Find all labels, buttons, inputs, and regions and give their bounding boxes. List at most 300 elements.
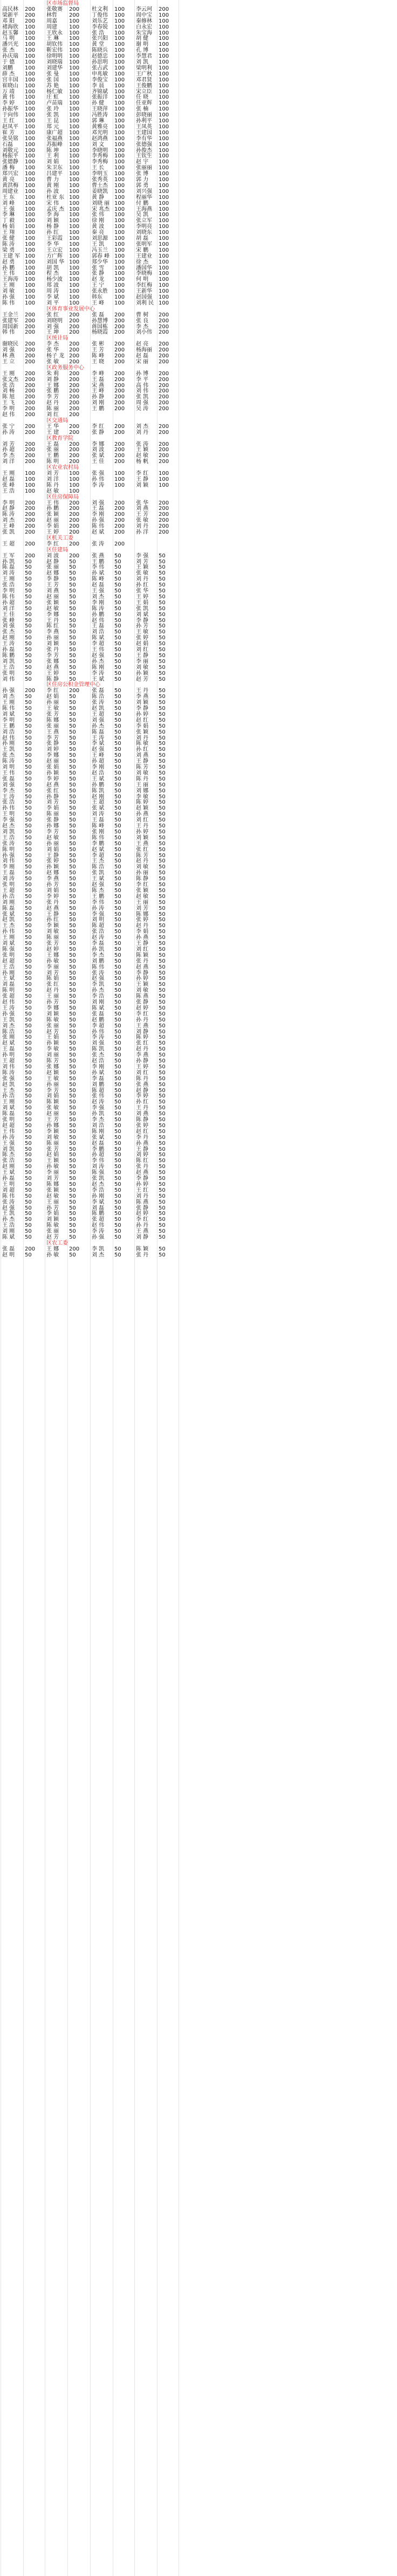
name-cell[interactable]: 王 琳 <box>46 36 59 42</box>
amount-cell[interactable]: 50 <box>114 987 121 994</box>
name-cell[interactable]: 王 峰 <box>2 523 15 530</box>
amount-cell[interactable]: 50 <box>25 828 32 835</box>
name-cell[interactable]: 张 敏 <box>46 358 59 365</box>
amount-cell[interactable]: 50 <box>25 1193 32 1199</box>
name-cell[interactable]: 孙 健 <box>92 100 105 107</box>
name-cell[interactable]: 陈 峰 <box>92 353 105 359</box>
amount-cell[interactable]: 200 <box>69 370 80 377</box>
amount-cell[interactable]: 200 <box>25 406 36 412</box>
name-cell[interactable]: 王 颖 <box>136 564 149 571</box>
amount-cell[interactable]: 100 <box>69 59 80 65</box>
amount-cell[interactable]: 50 <box>69 870 76 876</box>
name-cell[interactable]: 刘 静 <box>136 1028 149 1035</box>
section-title[interactable]: 区交通局 <box>46 417 68 424</box>
name-cell[interactable]: 赵 娜 <box>46 870 59 876</box>
amount-cell[interactable]: 100 <box>69 171 80 177</box>
name-cell[interactable]: 张 浩 <box>92 929 105 935</box>
amount-cell[interactable]: 200 <box>159 347 169 354</box>
amount-cell[interactable]: 100 <box>159 147 169 154</box>
amount-cell[interactable]: 200 <box>25 412 36 418</box>
amount-cell[interactable]: 100 <box>159 123 169 130</box>
amount-cell[interactable]: 200 <box>159 406 169 412</box>
name-cell[interactable]: 陈 伟 <box>2 300 15 306</box>
name-cell[interactable]: 赵 静 <box>2 506 15 512</box>
amount-cell[interactable]: 50 <box>159 1058 166 1064</box>
name-cell[interactable]: 杨 娟 <box>2 224 15 230</box>
name-cell[interactable]: 李 燕 <box>46 629 59 636</box>
name-cell[interactable]: 赵 丽 <box>46 758 59 765</box>
name-cell[interactable]: 孔 博 <box>136 47 149 54</box>
name-cell[interactable]: 李 敏 <box>46 1046 59 1053</box>
amount-cell[interactable]: 50 <box>114 799 121 806</box>
name-cell[interactable]: 赵 静 <box>136 1087 149 1094</box>
name-cell[interactable]: 马 明 <box>2 36 15 42</box>
name-cell[interactable]: 刘 浩 <box>92 1122 105 1129</box>
amount-cell[interactable]: 50 <box>159 1034 166 1041</box>
name-cell[interactable]: 陈 婷 <box>136 799 149 806</box>
amount-cell[interactable]: 200 <box>114 441 125 447</box>
name-cell[interactable]: 王 斌 <box>92 776 105 782</box>
amount-cell[interactable]: 50 <box>114 1023 121 1029</box>
amount-cell[interactable]: 50 <box>159 1228 166 1235</box>
name-cell[interactable]: 张 丹 <box>136 958 149 964</box>
name-cell[interactable]: 王 东 <box>2 194 15 201</box>
amount-cell[interactable]: 100 <box>25 206 36 212</box>
name-cell[interactable]: 张 涛 <box>136 441 149 447</box>
amount-cell[interactable]: 100 <box>69 94 80 101</box>
name-cell[interactable]: 李 娟 <box>46 523 59 530</box>
name-cell[interactable]: 张 涛 <box>2 1199 15 1205</box>
name-cell[interactable]: 孙 超 <box>92 1152 105 1158</box>
amount-cell[interactable]: 50 <box>25 776 32 782</box>
name-cell[interactable]: 杨 静 <box>46 224 59 230</box>
amount-cell[interactable]: 200 <box>25 529 36 535</box>
amount-cell[interactable]: 100 <box>69 65 80 71</box>
name-cell[interactable]: 王 斌 <box>92 676 105 682</box>
amount-cell[interactable]: 100 <box>159 94 169 101</box>
amount-cell[interactable]: 200 <box>69 553 80 559</box>
name-cell[interactable]: 赵 强 <box>92 652 105 659</box>
name-cell[interactable]: 孙 涛 <box>92 905 105 911</box>
name-cell[interactable]: 王 敏 <box>46 706 59 712</box>
name-cell[interactable]: 刘 娟 <box>46 846 59 853</box>
amount-cell[interactable]: 50 <box>159 641 166 647</box>
name-cell[interactable]: 刘 丹 <box>136 523 149 530</box>
amount-cell[interactable]: 50 <box>159 1176 166 1182</box>
name-cell[interactable]: 张 强 <box>92 471 105 476</box>
name-cell[interactable]: 陈 浩 <box>92 694 105 700</box>
amount-cell[interactable]: 50 <box>25 652 32 659</box>
amount-cell[interactable]: 50 <box>114 1205 121 1211</box>
amount-cell[interactable]: 200 <box>25 353 36 359</box>
name-cell[interactable]: 王 丹 <box>46 617 59 624</box>
amount-cell[interactable]: 100 <box>69 182 80 189</box>
name-cell[interactable]: 王 翔 <box>2 230 15 236</box>
amount-cell[interactable]: 200 <box>25 553 36 559</box>
name-cell[interactable]: 陈 涛 <box>2 241 15 247</box>
amount-cell[interactable]: 50 <box>69 976 76 982</box>
amount-cell[interactable]: 50 <box>159 1111 166 1117</box>
amount-cell[interactable]: 50 <box>69 1181 76 1187</box>
name-cell[interactable]: 赵 燕 <box>46 664 59 671</box>
name-cell[interactable]: 宋 丽 <box>136 358 149 365</box>
name-cell[interactable]: 王 佳 <box>2 611 15 618</box>
amount-cell[interactable]: 100 <box>159 159 169 165</box>
amount-cell[interactable]: 50 <box>159 970 166 976</box>
amount-cell[interactable]: 50 <box>69 1105 76 1111</box>
name-cell[interactable]: 李 丽 <box>46 964 59 970</box>
amount-cell[interactable]: 50 <box>159 593 166 600</box>
name-cell[interactable]: 李 红 <box>136 471 149 476</box>
amount-cell[interactable]: 100 <box>25 177 36 183</box>
amount-cell[interactable]: 100 <box>69 141 80 148</box>
name-cell[interactable]: 张 曼 <box>46 71 59 77</box>
name-cell[interactable]: 刘 平 <box>46 300 59 306</box>
amount-cell[interactable]: 200 <box>25 447 36 453</box>
amount-cell[interactable]: 100 <box>25 135 36 142</box>
amount-cell[interactable]: 50 <box>159 588 166 594</box>
amount-cell[interactable]: 100 <box>69 482 80 488</box>
amount-cell[interactable]: 100 <box>25 47 36 54</box>
name-cell[interactable]: 张 斌 <box>92 805 105 812</box>
amount-cell[interactable]: 50 <box>25 670 32 676</box>
amount-cell[interactable]: 100 <box>69 282 80 289</box>
amount-cell[interactable]: 50 <box>159 828 166 835</box>
amount-cell[interactable]: 50 <box>69 776 76 782</box>
amount-cell[interactable]: 100 <box>159 71 169 77</box>
amount-cell[interactable]: 50 <box>114 1176 121 1182</box>
amount-cell[interactable]: 50 <box>25 823 32 829</box>
name-cell[interactable]: 赵 敏 <box>46 834 59 841</box>
name-cell[interactable]: 陈 红 <box>136 1158 149 1164</box>
amount-cell[interactable]: 100 <box>25 288 36 295</box>
name-cell[interactable]: 李 芳 <box>46 394 59 400</box>
name-cell[interactable]: 郭春 峰 <box>92 253 110 259</box>
amount-cell[interactable]: 100 <box>114 165 125 171</box>
amount-cell[interactable]: 100 <box>114 182 125 189</box>
name-cell[interactable]: 张 凯 <box>2 529 15 535</box>
amount-cell[interactable]: 50 <box>159 747 166 753</box>
name-cell[interactable]: 孙 伟 <box>92 476 105 482</box>
name-cell[interactable]: 陈 涛 <box>92 605 105 612</box>
name-cell[interactable]: 王 娟 <box>46 1034 59 1041</box>
amount-cell[interactable]: 100 <box>159 482 169 488</box>
amount-cell[interactable]: 50 <box>69 1034 76 1041</box>
name-cell[interactable]: 张 丽 <box>46 564 59 571</box>
name-cell[interactable]: 吕建平 <box>46 171 63 177</box>
amount-cell[interactable]: 100 <box>114 253 125 259</box>
name-cell[interactable]: 赵 刚 <box>2 1164 15 1170</box>
amount-cell[interactable]: 50 <box>69 1028 76 1035</box>
amount-cell[interactable]: 50 <box>159 1052 166 1059</box>
amount-cell[interactable]: 100 <box>114 218 125 224</box>
name-cell[interactable]: 张 斌 <box>92 453 105 459</box>
name-cell[interactable]: 万 靖 <box>2 88 15 95</box>
name-cell[interactable]: 郑兴宏 <box>2 171 18 177</box>
name-cell[interactable]: 潘兴光 <box>2 42 18 48</box>
name-cell[interactable]: 李 静 <box>136 970 149 976</box>
name-cell[interactable]: 张 静 <box>136 1205 149 1211</box>
name-cell[interactable]: 王 杰 <box>2 923 15 929</box>
name-cell[interactable]: 孙 颖 <box>46 864 59 871</box>
name-cell[interactable]: 申兆敏 <box>92 71 108 77</box>
amount-cell[interactable]: 100 <box>159 194 169 201</box>
name-cell[interactable]: 黄雅亮 <box>92 123 108 130</box>
name-cell[interactable]: 刘 颖 <box>136 700 149 706</box>
amount-cell[interactable]: 50 <box>69 805 76 812</box>
name-cell[interactable]: 王 刚 <box>2 370 15 377</box>
amount-cell[interactable]: 50 <box>159 982 166 988</box>
amount-cell[interactable]: 100 <box>159 82 169 89</box>
name-cell[interactable]: 陈 强 <box>2 946 15 952</box>
amount-cell[interactable]: 50 <box>69 1111 76 1117</box>
name-cell[interactable]: 王海涛 <box>2 277 18 283</box>
name-cell[interactable]: 王 杰 <box>2 1087 15 1094</box>
name-cell[interactable]: 刘乐艺 <box>92 18 108 24</box>
name-cell[interactable]: 孙 凯 <box>2 558 15 565</box>
name-cell[interactable]: 赵 丹 <box>46 400 59 406</box>
name-cell[interactable]: 王 静 <box>136 652 149 659</box>
name-cell[interactable]: 王 静 <box>136 476 149 482</box>
amount-cell[interactable]: 200 <box>159 512 169 518</box>
amount-cell[interactable]: 100 <box>114 123 125 130</box>
name-cell[interactable]: 孙 丽 <box>46 840 59 847</box>
name-cell[interactable]: 陈 超 <box>92 923 105 929</box>
name-cell[interactable]: 赵 强 <box>92 882 105 888</box>
amount-cell[interactable]: 200 <box>69 341 80 348</box>
amount-cell[interactable]: 200 <box>25 370 36 377</box>
name-cell[interactable]: 王 超 <box>2 1058 15 1064</box>
name-cell[interactable]: 张 明 <box>2 670 15 676</box>
amount-cell[interactable]: 200 <box>25 523 36 530</box>
amount-cell[interactable]: 50 <box>25 941 32 947</box>
name-cell[interactable]: 赵玉馨 <box>2 30 18 36</box>
name-cell[interactable]: 李 刚 <box>92 1063 105 1070</box>
name-cell[interactable]: 王 刚 <box>2 700 15 706</box>
amount-cell[interactable]: 100 <box>114 135 125 142</box>
name-cell[interactable]: 孙 丹 <box>136 1017 149 1023</box>
name-cell[interactable]: 王 丹 <box>136 1105 149 1111</box>
name-cell[interactable]: 王 涛 <box>2 641 15 647</box>
name-cell[interactable]: 孙 超 <box>2 447 15 453</box>
amount-cell[interactable]: 200 <box>114 329 125 336</box>
name-cell[interactable]: 陈 超 <box>92 1087 105 1094</box>
name-cell[interactable]: 赵 勇 <box>2 259 15 265</box>
amount-cell[interactable]: 50 <box>69 611 76 618</box>
amount-cell[interactable]: 50 <box>159 1199 166 1205</box>
amount-cell[interactable]: 50 <box>69 828 76 835</box>
amount-cell[interactable]: 50 <box>69 1075 76 1082</box>
name-cell[interactable]: 王建国 <box>136 129 152 136</box>
amount-cell[interactable]: 50 <box>114 764 121 770</box>
name-cell[interactable]: 赵 刚 <box>92 793 105 800</box>
amount-cell[interactable]: 200 <box>69 459 80 465</box>
name-cell[interactable]: 李 静 <box>136 617 149 624</box>
amount-cell[interactable]: 50 <box>159 823 166 829</box>
name-cell[interactable]: 刘 强 <box>92 500 105 506</box>
name-cell[interactable]: 陈 颖 <box>136 1246 149 1252</box>
name-cell[interactable]: 陈 刚 <box>92 664 105 671</box>
amount-cell[interactable]: 100 <box>69 88 80 95</box>
amount-cell[interactable]: 50 <box>159 987 166 994</box>
amount-cell[interactable]: 50 <box>69 905 76 911</box>
name-cell[interactable]: 刘 芳 <box>46 471 59 476</box>
name-cell[interactable]: 张 芳 <box>46 941 59 947</box>
name-cell[interactable]: 张 斌 <box>2 911 15 917</box>
amount-cell[interactable]: 100 <box>114 482 125 488</box>
name-cell[interactable]: 宋 伟 <box>46 200 59 206</box>
name-cell[interactable]: 赵 敏 <box>46 605 59 612</box>
amount-cell[interactable]: 100 <box>25 100 36 107</box>
amount-cell[interactable]: 200 <box>25 429 36 436</box>
amount-cell[interactable]: 100 <box>114 129 125 136</box>
amount-cell[interactable]: 50 <box>159 1099 166 1106</box>
amount-cell[interactable]: 100 <box>114 259 125 265</box>
name-cell[interactable]: 赵 燕 <box>46 782 59 788</box>
name-cell[interactable]: 刘 文 <box>92 141 105 148</box>
name-cell[interactable]: 孙 燕 <box>136 1140 149 1147</box>
amount-cell[interactable]: 50 <box>114 1164 121 1170</box>
name-cell[interactable]: 陈 敏 <box>46 1223 59 1229</box>
name-cell[interactable]: 张 强 <box>2 1075 15 1082</box>
name-cell[interactable]: 王 鹏 <box>2 723 15 729</box>
name-cell[interactable]: 张 浩 <box>2 1158 15 1164</box>
name-cell[interactable]: 孙 凯 <box>92 946 105 952</box>
name-cell[interactable]: 李 涛 <box>92 1034 105 1041</box>
name-cell[interactable]: 周嘉 <box>46 18 57 24</box>
amount-cell[interactable]: 50 <box>69 923 76 929</box>
name-cell[interactable]: 王 明 <box>2 1181 15 1187</box>
amount-cell[interactable]: 200 <box>69 376 80 383</box>
name-cell[interactable]: 黄 静 <box>92 194 105 201</box>
amount-cell[interactable]: 50 <box>114 1063 121 1070</box>
name-cell[interactable]: 孙 鹏 <box>92 782 105 788</box>
amount-cell[interactable]: 50 <box>114 882 121 888</box>
name-cell[interactable]: 孙 强 <box>2 852 15 859</box>
amount-cell[interactable]: 100 <box>159 106 169 113</box>
name-cell[interactable]: 刘 斌 <box>136 611 149 618</box>
name-cell[interactable]: 孙 娜 <box>46 823 59 829</box>
amount-cell[interactable]: 50 <box>159 723 166 729</box>
name-cell[interactable]: 张占武 <box>92 65 108 71</box>
name-cell[interactable]: 杜文利 <box>92 6 108 12</box>
name-cell[interactable]: 孙 婷 <box>136 976 149 982</box>
name-cell[interactable]: 刘 凯 <box>2 658 15 665</box>
name-cell[interactable]: 孙 婷 <box>136 711 149 717</box>
name-cell[interactable]: 王 佳 <box>92 459 105 465</box>
amount-cell[interactable]: 100 <box>69 212 80 218</box>
amount-cell[interactable]: 50 <box>114 611 121 618</box>
amount-cell[interactable]: 50 <box>25 976 32 982</box>
name-cell[interactable]: 刘 凯 <box>2 828 15 835</box>
amount-cell[interactable]: 100 <box>69 53 80 60</box>
name-cell[interactable]: 王立宏 <box>46 247 63 253</box>
name-cell[interactable]: 王 鹏 <box>92 406 105 412</box>
name-cell[interactable]: 李 芳 <box>46 735 59 741</box>
name-cell[interactable]: 李 超 <box>92 1023 105 1029</box>
name-cell[interactable]: 孙 丽 <box>46 635 59 641</box>
name-cell[interactable]: 陈 敏 <box>136 741 149 747</box>
amount-cell[interactable]: 50 <box>114 776 121 782</box>
amount-cell[interactable]: 100 <box>114 171 125 177</box>
amount-cell[interactable]: 200 <box>69 394 80 400</box>
amount-cell[interactable]: 50 <box>114 811 121 818</box>
name-cell[interactable]: 陈 燕 <box>136 1199 149 1205</box>
amount-cell[interactable]: 50 <box>159 811 166 818</box>
name-cell[interactable]: 李 婷 <box>2 100 15 107</box>
amount-cell[interactable]: 100 <box>25 259 36 265</box>
amount-cell[interactable]: 100 <box>159 36 169 42</box>
amount-cell[interactable]: 100 <box>69 30 80 36</box>
name-cell[interactable]: 赵 凯 <box>2 1081 15 1088</box>
name-cell[interactable]: 张 杰 <box>2 629 15 636</box>
amount-cell[interactable]: 100 <box>69 106 80 113</box>
amount-cell[interactable]: 50 <box>159 670 166 676</box>
name-cell[interactable]: 刘 磊 <box>2 982 15 988</box>
amount-cell[interactable]: 200 <box>25 388 36 395</box>
amount-cell[interactable]: 100 <box>69 259 80 265</box>
name-cell[interactable]: 刘 婷 <box>136 1152 149 1158</box>
name-cell[interactable]: 孙 静 <box>92 394 105 400</box>
amount-cell[interactable]: 100 <box>114 282 125 289</box>
amount-cell[interactable]: 100 <box>114 6 125 12</box>
amount-cell[interactable]: 50 <box>114 1134 121 1141</box>
amount-cell[interactable]: 50 <box>25 893 32 900</box>
amount-cell[interactable]: 50 <box>159 1205 166 1211</box>
name-cell[interactable]: 赵 丽 <box>46 1111 59 1117</box>
name-cell[interactable]: 李 海 <box>46 212 59 218</box>
amount-cell[interactable]: 50 <box>25 1170 32 1176</box>
amount-cell[interactable]: 50 <box>25 1211 32 1217</box>
name-cell[interactable]: 张 涛 <box>92 700 105 706</box>
name-cell[interactable]: 刘 丹 <box>136 576 149 583</box>
amount-cell[interactable]: 200 <box>69 447 80 453</box>
amount-cell[interactable]: 100 <box>69 24 80 30</box>
amount-cell[interactable]: 50 <box>69 1087 76 1094</box>
amount-cell[interactable]: 50 <box>114 982 121 988</box>
name-cell[interactable]: 王 晓 <box>92 358 105 365</box>
amount-cell[interactable]: 100 <box>69 194 80 201</box>
name-cell[interactable]: 石磊 <box>2 141 13 148</box>
amount-cell[interactable]: 200 <box>25 1246 36 1252</box>
amount-cell[interactable]: 50 <box>159 1128 166 1135</box>
amount-cell[interactable]: 50 <box>114 976 121 982</box>
name-cell[interactable]: 李 伟 <box>92 899 105 906</box>
amount-cell[interactable]: 50 <box>25 1052 32 1059</box>
amount-cell[interactable]: 50 <box>159 1146 166 1152</box>
amount-cell[interactable]: 50 <box>69 582 76 589</box>
name-cell[interactable]: 李 娟 <box>136 929 149 935</box>
name-cell[interactable]: 付 鹏 <box>136 200 149 206</box>
amount-cell[interactable]: 200 <box>69 453 80 459</box>
name-cell[interactable]: 梁明利 <box>136 65 152 71</box>
amount-cell[interactable]: 100 <box>159 141 169 148</box>
name-cell[interactable]: 张敬赛 <box>46 6 63 12</box>
name-cell[interactable]: 李 平 <box>136 376 149 383</box>
name-cell[interactable]: 刘鹏 <box>2 65 13 71</box>
name-cell[interactable]: 陈 娜 <box>46 1181 59 1187</box>
name-cell[interactable]: 崔晓山 <box>2 82 18 89</box>
name-cell[interactable]: 李 晨 <box>92 82 105 89</box>
amount-cell[interactable]: 50 <box>25 1146 32 1152</box>
amount-cell[interactable]: 50 <box>159 905 166 911</box>
amount-cell[interactable]: 50 <box>69 641 76 647</box>
amount-cell[interactable]: 100 <box>69 77 80 83</box>
name-cell[interactable]: 张 颖 <box>136 729 149 735</box>
name-cell[interactable]: 刘 静 <box>46 376 59 383</box>
amount-cell[interactable]: 50 <box>25 1093 32 1100</box>
name-cell[interactable]: 王 强 <box>2 1140 15 1147</box>
